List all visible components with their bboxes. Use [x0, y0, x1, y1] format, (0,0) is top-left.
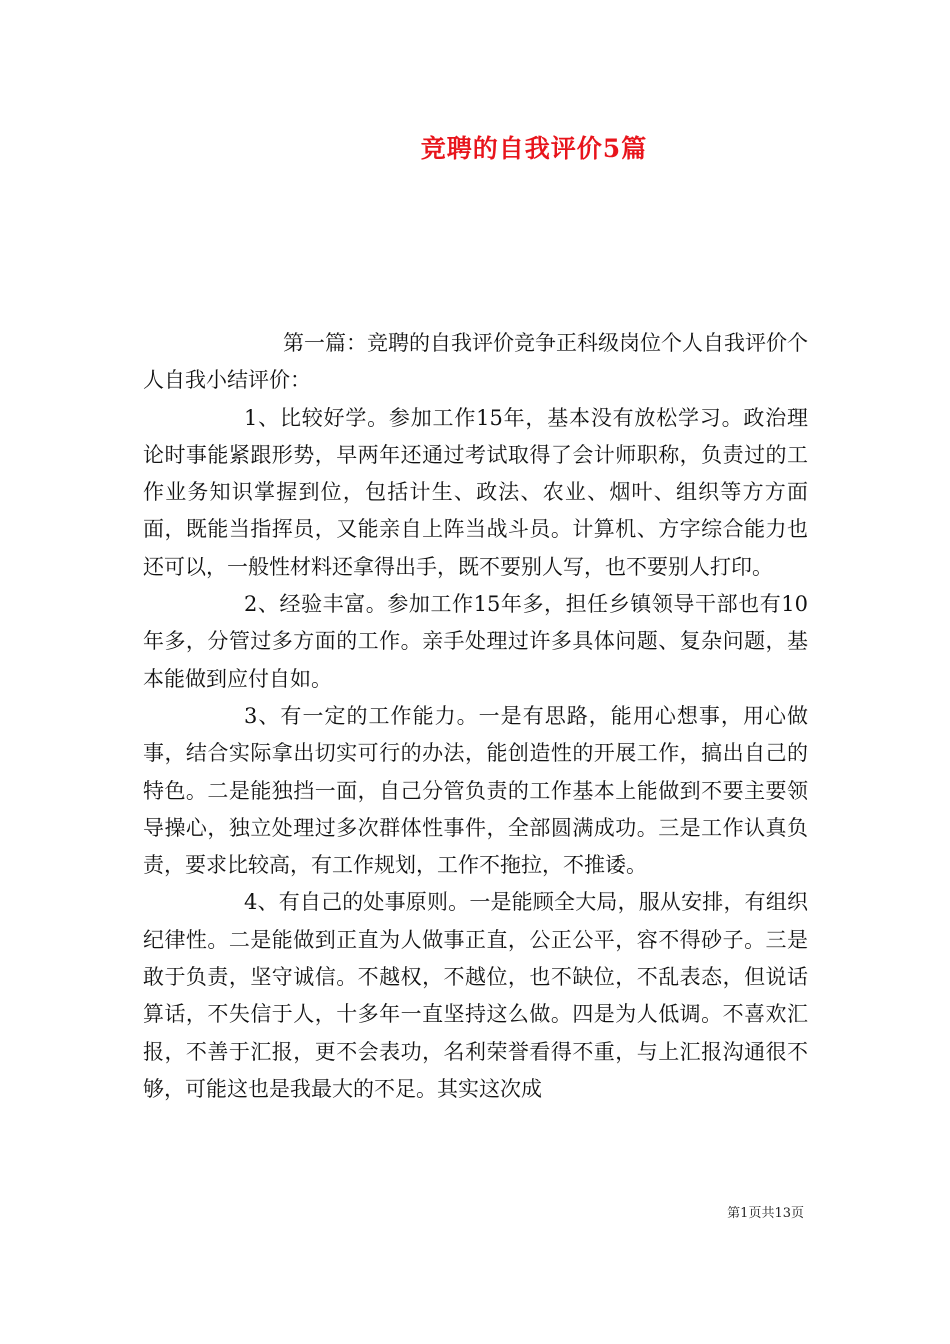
- document-body: [143, 325, 808, 1108]
- page-number-footer: 第1页共13页: [727, 1206, 804, 1221]
- paragraph-item-4: 4、有自己的处事原则。一是能顾全大局，服从安排，有组织纪律性。二是能做到正直为人做事正直，公正公平，容不得砂子。三是敢于负责，坚守诚信。不越权，不越位，也不缺位，不乱表态，但说话算话，不失信于人，十多年一直坚持这么做。四是为人低调。不喜欢汇报，不善于汇报，更不会表功，名利荣誉看得不重，与上汇报沟通很不够，可能这也是我最大的不足。其实这次成: [143, 890, 808, 1101]
- document-title: 竞聘的自我评价5篇: [420, 134, 648, 163]
- paragraph-item-2: 2、经验丰富。参加工作15年多，担任乡镇领导干部也有10年多，分管过多方面的工作。亲手处理过许多具体问题、复杂问题，基本能做到应付自如。: [143, 592, 808, 691]
- paragraph-item-3: 3、有一定的工作能力。一是有思路，能用心想事，用心做事，结合实际拿出切实可行的办法，能创造性的开展工作，搞出自己的特色。二是能独挡一面，自己分管负责的工作基本上能做到不要主要领导操心，独立处理过多次群体性事件，全部圆满成功。三是工作认真负责，要求比较高，有工作规划，工作不拖拉，不推诿。: [143, 703, 808, 878]
- paragraph-intro: 第一篇：竞聘的自我评价竞争正科级岗位个人自我评价个人自我小结评价：: [143, 331, 808, 393]
- paragraph-item-1: 1、比较好学。参加工作15年，基本没有放松学习。政治理论时事能紧跟形势，早两年还通过考试取得了会计师职称，负责过的工作业务知识掌握到位，包括计生、政法、农业、烟叶、组织等方方面面，既能当指挥员，又能亲自上阵当战斗员。计算机、方字综合能力也还可以，一般性材料还拿得出手，既不要别人写，也不要别人打印。: [143, 405, 808, 579]
